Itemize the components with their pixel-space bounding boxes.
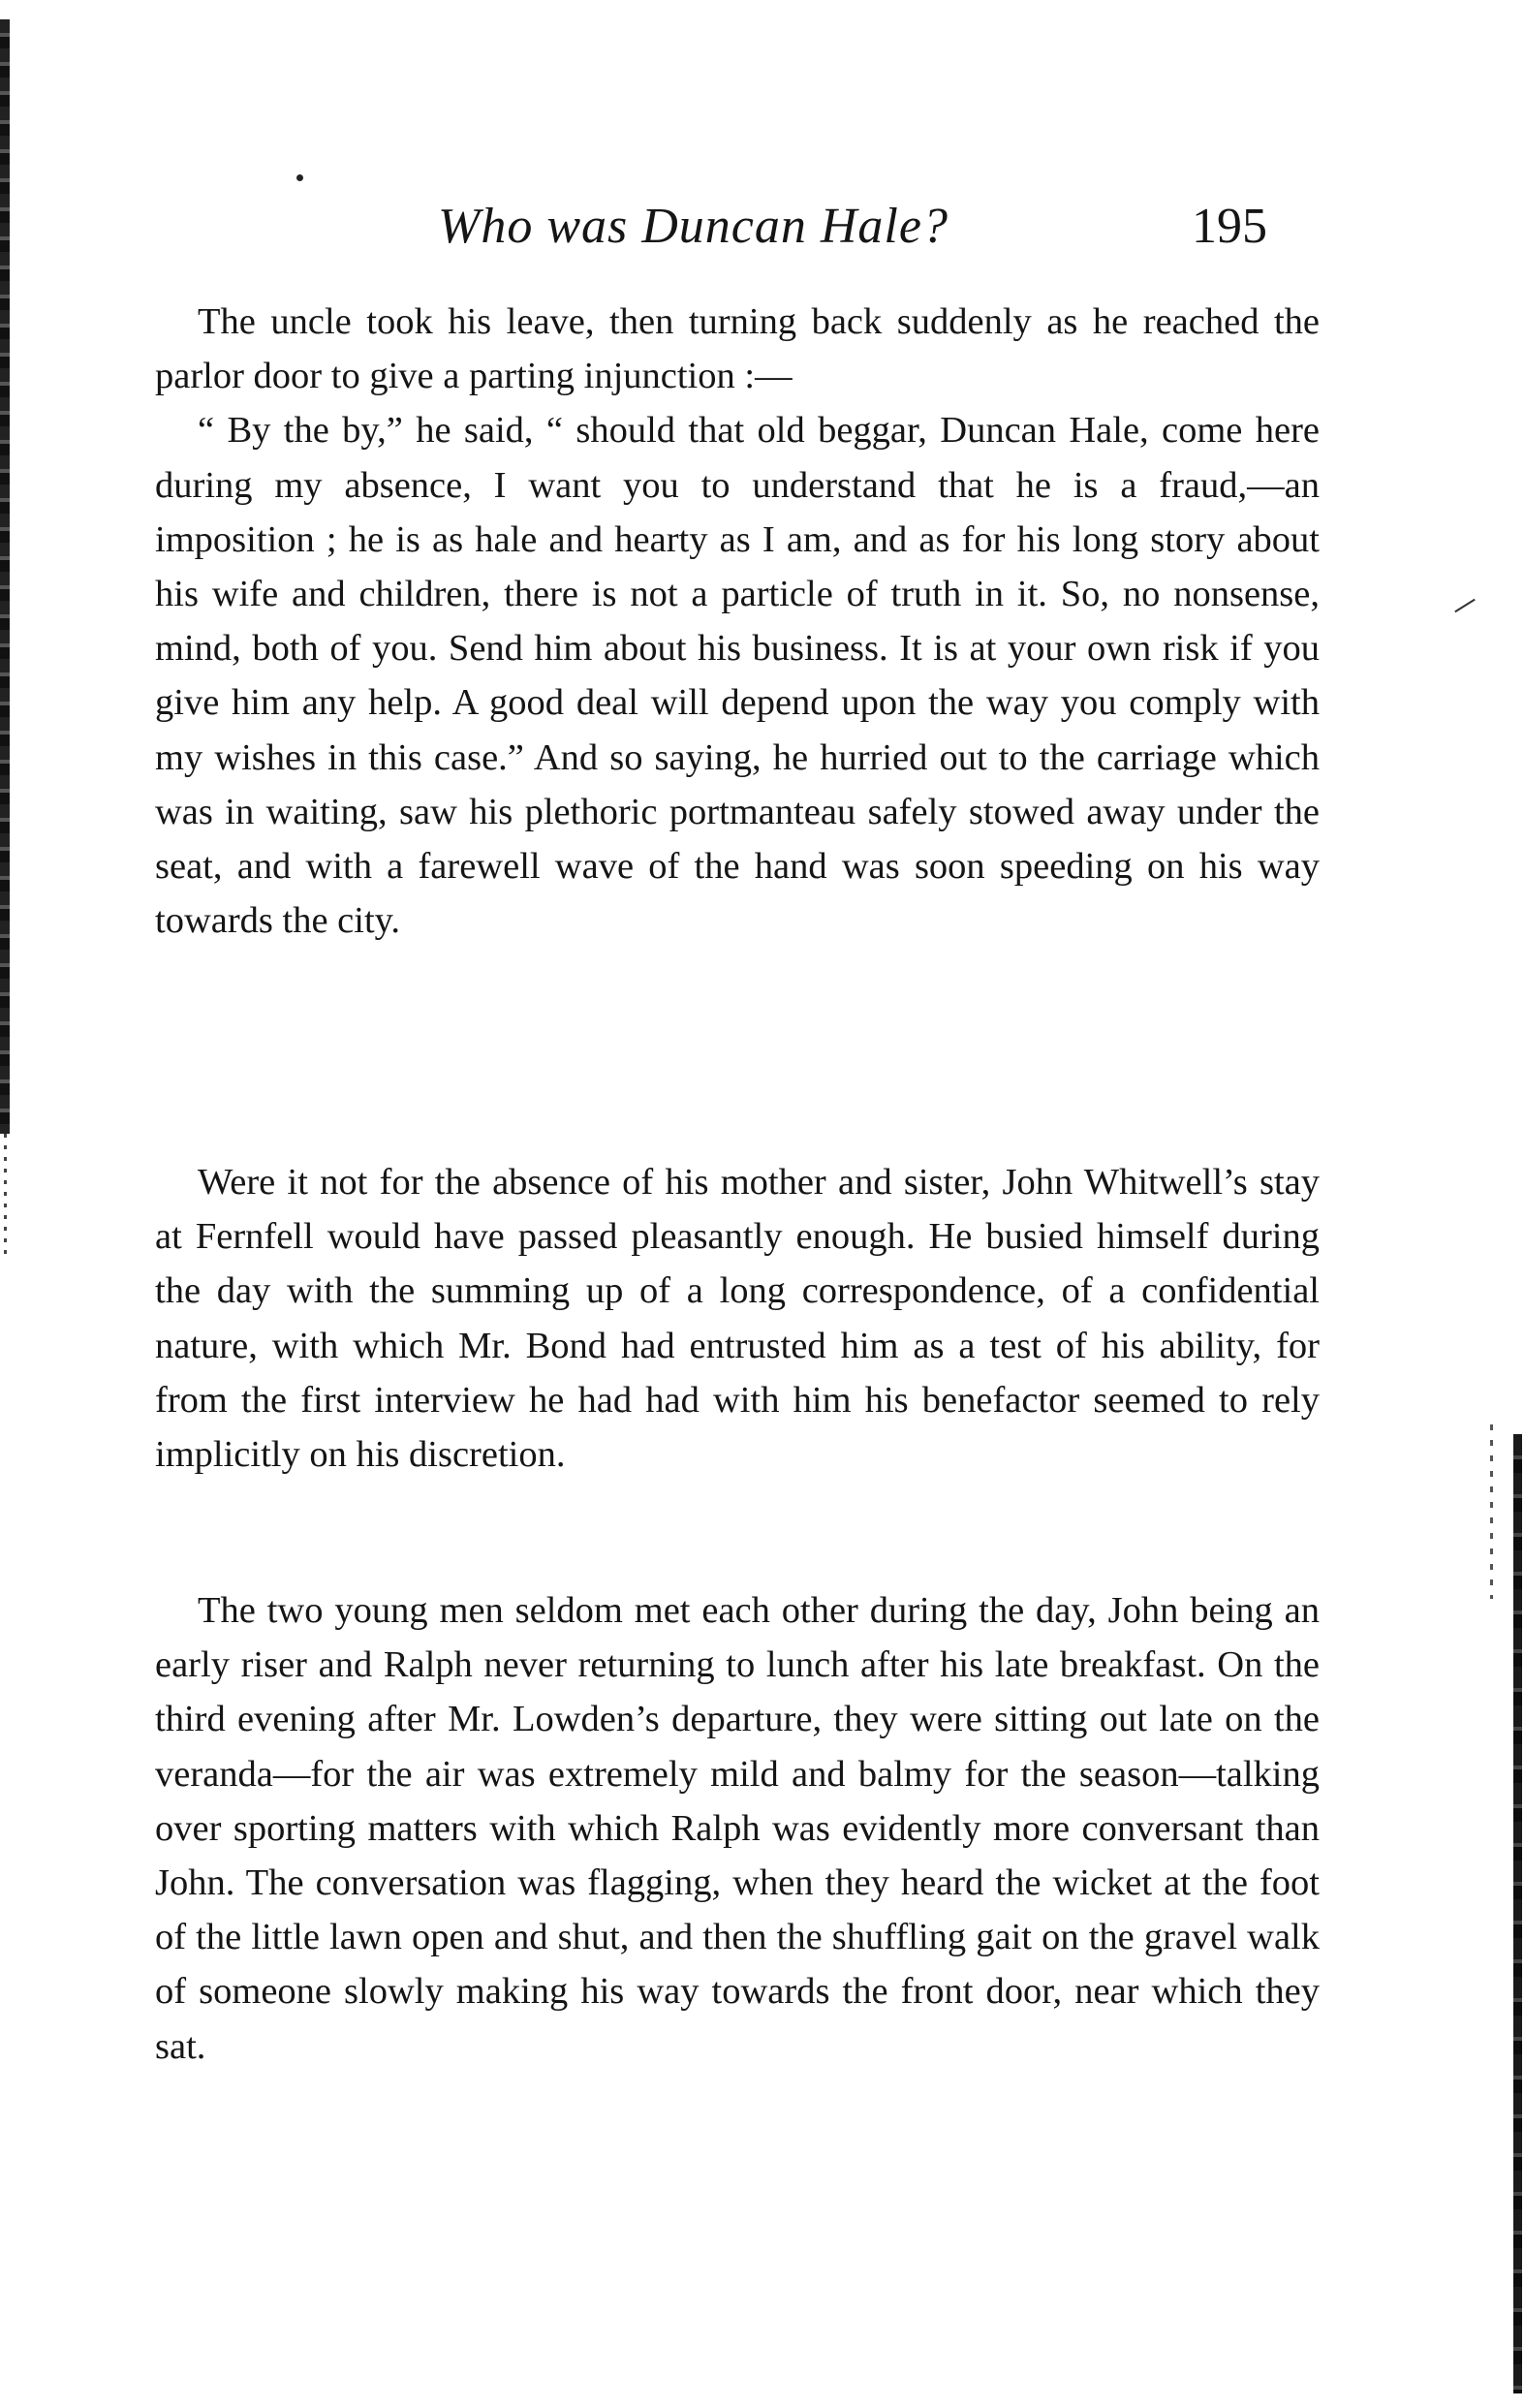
ink-dot-mark <box>296 174 303 181</box>
scan-edge-right-thin <box>1490 1424 1493 1599</box>
running-title: Who was Duncan Hale? <box>438 199 949 254</box>
paragraph: The uncle took his leave, then turning back suddenly as he reached the parlor door to give a parting injunction :— <box>155 301 1320 397</box>
margin-pencil-mark <box>1454 599 1475 612</box>
scan-edge-left <box>0 19 10 1134</box>
paragraph: The two young men seldom met each other during the day, John being an early riser and Ralph never returning to lunch after his late breakfast. On the third evening after Mr. Lowden’s departure, they were sitting out late on the veranda—for the air was extremely mild and balmy for the season—talking over sporting matters with which Ralph was evidently more conversant than John. The conversation was flagging, when they heard the wicket at the foot of the little lawn open and shut, and then the shuffling gait on the gravel walk of someone slowly making his way towards the front door, near which they sat. <box>155 1590 1320 2067</box>
text-block-middle <box>155 1155 1320 1482</box>
paragraph: “ By the by,” he said, “ should that old beggar, Duncan Hale, come here during my absence, I want you to understand that he is a fraud,—an imposition ; he is as hale and hearty as I am, and as for his long story about his wife and children, there is not a particle of truth in it. So, no nonsense, mind, both of you. Send him about his business. It is at your own risk if you give him any help. A good deal will depend upon the way you comply with my wishes in this case.” And so saying, he hurried out to the carriage which was in waiting, saw his plethoric portmanteau safely stowed away under the seat, and with a farewell wave of the hand was soon speeding on his way towards the city. <box>155 410 1320 942</box>
page-number: 195 <box>1192 199 1267 254</box>
paragraph: Were it not for the absence of his mother and sister, John Whitwell’s stay at Fernfell would have passed pleasantly enough. He busied himself during the day with the summing up of a long correspondence, of a confidential nature, with which Mr. Bond had entrusted him as a test of his ability, for from the first interview he had had with him his benefactor seemed to rely implicitly on his discretion. <box>155 1162 1320 1476</box>
text-block-top <box>155 295 1320 948</box>
scan-edge-left-tail <box>4 1134 7 1260</box>
scan-edge-right <box>1513 1434 1522 2393</box>
text-block-bottom <box>155 1583 1320 2074</box>
